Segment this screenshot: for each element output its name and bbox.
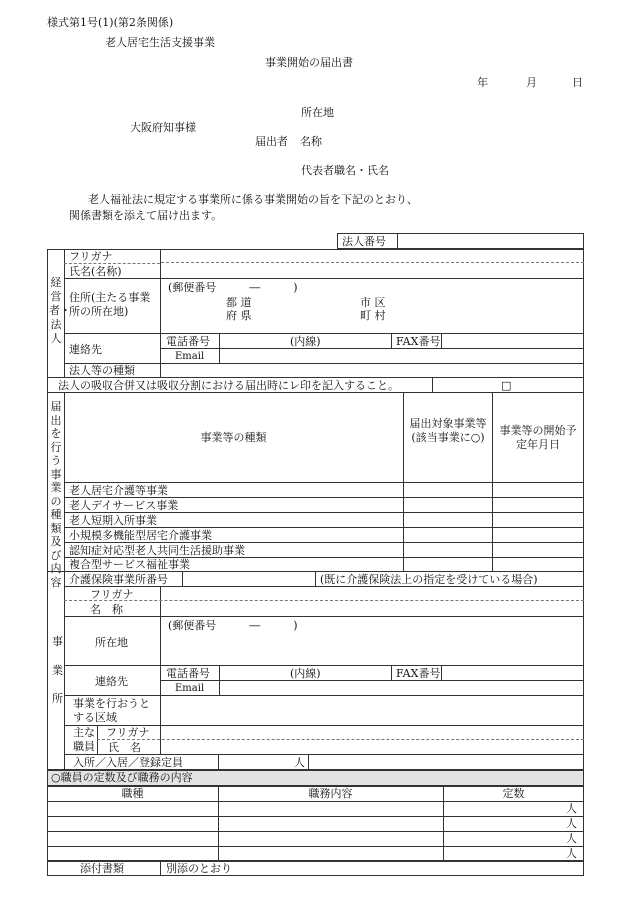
staff-row-unit: 人 <box>566 802 577 815</box>
office-capacity-field[interactable] <box>219 755 291 769</box>
merger-checkbox[interactable]: □ <box>501 379 512 392</box>
operator-corp-type-label: 法人等の種類 <box>69 364 135 377</box>
business-start-header: 事業等の開始予定年月日 <box>499 424 577 451</box>
operator-address-field[interactable] <box>161 279 583 332</box>
name-label: 名称 <box>300 135 322 148</box>
office-manager-furigana-label: フリガナ <box>106 726 150 739</box>
corp-number-label: 法人番号 <box>342 235 386 248</box>
office-insurance-field[interactable] <box>183 572 314 585</box>
staff-row-unit: 人 <box>566 832 577 845</box>
operator-name-field[interactable] <box>161 264 583 277</box>
office-capacity-unit: 人 <box>294 756 305 769</box>
representative-label: 代表者職名・氏名 <box>301 164 389 177</box>
operator-contact-label: 連絡先 <box>69 343 102 356</box>
office-section-label-1: 事 <box>52 635 63 648</box>
business-section-label: 届出を行う事業の種類及び内容 <box>50 400 62 589</box>
office-phone-field[interactable] <box>220 666 390 679</box>
office-manager-label: 主な職員 <box>73 726 95 753</box>
staff-row-unit: 人 <box>566 817 577 830</box>
operator-section-label: 経営者・法人 <box>49 276 71 345</box>
office-name-field[interactable] <box>161 601 583 615</box>
office-contact-label: 連絡先 <box>95 675 128 688</box>
location-label: 所在地 <box>301 106 334 119</box>
office-manager-furigana-field[interactable] <box>161 726 583 738</box>
staff-row-unit: 人 <box>566 847 577 860</box>
business-type-3: 小規模多機能型居宅介護事業 <box>69 529 212 542</box>
office-name-label: 名 称 <box>90 603 123 616</box>
form-number: 様式第1号(1)(第2条関係) <box>47 16 174 29</box>
business-type-1: 老人デイサービス事業 <box>69 499 179 512</box>
office-insurance-note: (既に介護保険法上の指定を受けている場合) <box>320 573 538 586</box>
attachments-label: 添付書類 <box>80 862 124 875</box>
operator-furigana-label: フリガナ <box>69 250 113 263</box>
date-day: 日 <box>572 76 583 89</box>
office-fax-label: FAX番号 <box>396 667 441 680</box>
business-type-header: 事業等の種類 <box>200 431 267 444</box>
staff-col-duties: 職務内容 <box>308 787 353 800</box>
operator-city-choson: 町 村 <box>360 309 386 322</box>
operator-address-label: 住所(主たる事業所の所在地) <box>69 291 151 318</box>
operator-fax-field[interactable] <box>442 334 583 347</box>
operator-email-label: Email <box>175 351 205 362</box>
attachments-value: 別添のとおり <box>166 862 232 875</box>
operator-extension-label: (内線) <box>290 335 321 348</box>
office-furigana-label: フリガナ <box>90 588 134 601</box>
business-type-4: 認知症対応型老人共同生活援助事業 <box>69 544 245 557</box>
office-fax-field[interactable] <box>442 666 583 679</box>
operator-postal: (郵便番号 ― ) <box>168 281 298 294</box>
addressee: 大阪府知事様 <box>130 121 196 134</box>
office-email-label: Email <box>175 683 205 694</box>
office-address-label: 所在地 <box>95 636 128 649</box>
office-manager-name-label: 氏 名 <box>108 741 141 754</box>
office-email-field[interactable] <box>220 681 583 694</box>
office-furigana-field[interactable] <box>161 587 583 599</box>
notifier-label: 届出者 <box>255 135 288 148</box>
staff-col-count: 定数 <box>502 787 525 800</box>
operator-phone-field[interactable] <box>220 334 390 347</box>
program-name: 老人居宅生活支援事業 <box>105 36 215 49</box>
office-phone-label: 電話番号 <box>166 667 210 680</box>
staff-section-label: ○職員の定数及び職務の内容 <box>51 771 193 784</box>
business-type-5: 複合型サービス福祉事業 <box>69 558 190 571</box>
operator-phone-label: 電話番号 <box>166 335 210 348</box>
merger-note: 法人の吸収合併又は吸収分割における届出時にレ印を記入すること。 <box>58 379 399 392</box>
office-capacity-label: 入所／入居／登録定員 <box>73 756 183 769</box>
operator-fax-label: FAX番号 <box>396 335 441 348</box>
document-title: 事業開始の届出書 <box>265 56 353 69</box>
office-section-label-3: 所 <box>52 692 63 705</box>
office-section-label-2: 業 <box>52 664 63 677</box>
office-insurance-label: 介護保険事業所番号 <box>69 573 168 586</box>
operator-city-shiku: 市 区 <box>360 296 386 309</box>
business-type-0: 老人居宅介護等事業 <box>69 484 168 497</box>
staff-col-job: 職種 <box>121 787 144 800</box>
operator-pref-todo: 都 道 <box>226 296 252 309</box>
operator-furigana-field[interactable] <box>161 250 583 262</box>
date-year: 年 <box>477 76 488 89</box>
office-area-field[interactable] <box>161 696 583 724</box>
business-target-header: 届出対象事業等(該当事業に○) <box>409 417 487 444</box>
office-postal: (郵便番号 ― ) <box>168 619 298 632</box>
body-line-1: 老人福祉法に規定する事業所に係る事業開始の旨を下記のとおり、 <box>88 193 418 206</box>
office-area-label: 事業を行おうとする区域 <box>73 697 150 724</box>
operator-corp-type-field[interactable] <box>161 364 583 376</box>
operator-name-label: 氏名(名称) <box>69 265 122 278</box>
office-manager-name-field[interactable] <box>161 740 583 753</box>
body-line-2: 関係書類を添えて届け出ます。 <box>69 209 223 222</box>
attachments-row <box>47 861 584 876</box>
corp-number-field[interactable] <box>398 234 583 248</box>
date-month: 月 <box>526 76 537 89</box>
office-extension-label: (内線) <box>290 667 321 680</box>
office-address-field[interactable] <box>161 617 583 664</box>
business-type-2: 老人短期入所事業 <box>69 514 157 527</box>
operator-email-field[interactable] <box>220 349 583 362</box>
operator-pref-fuken: 府 県 <box>226 309 252 322</box>
